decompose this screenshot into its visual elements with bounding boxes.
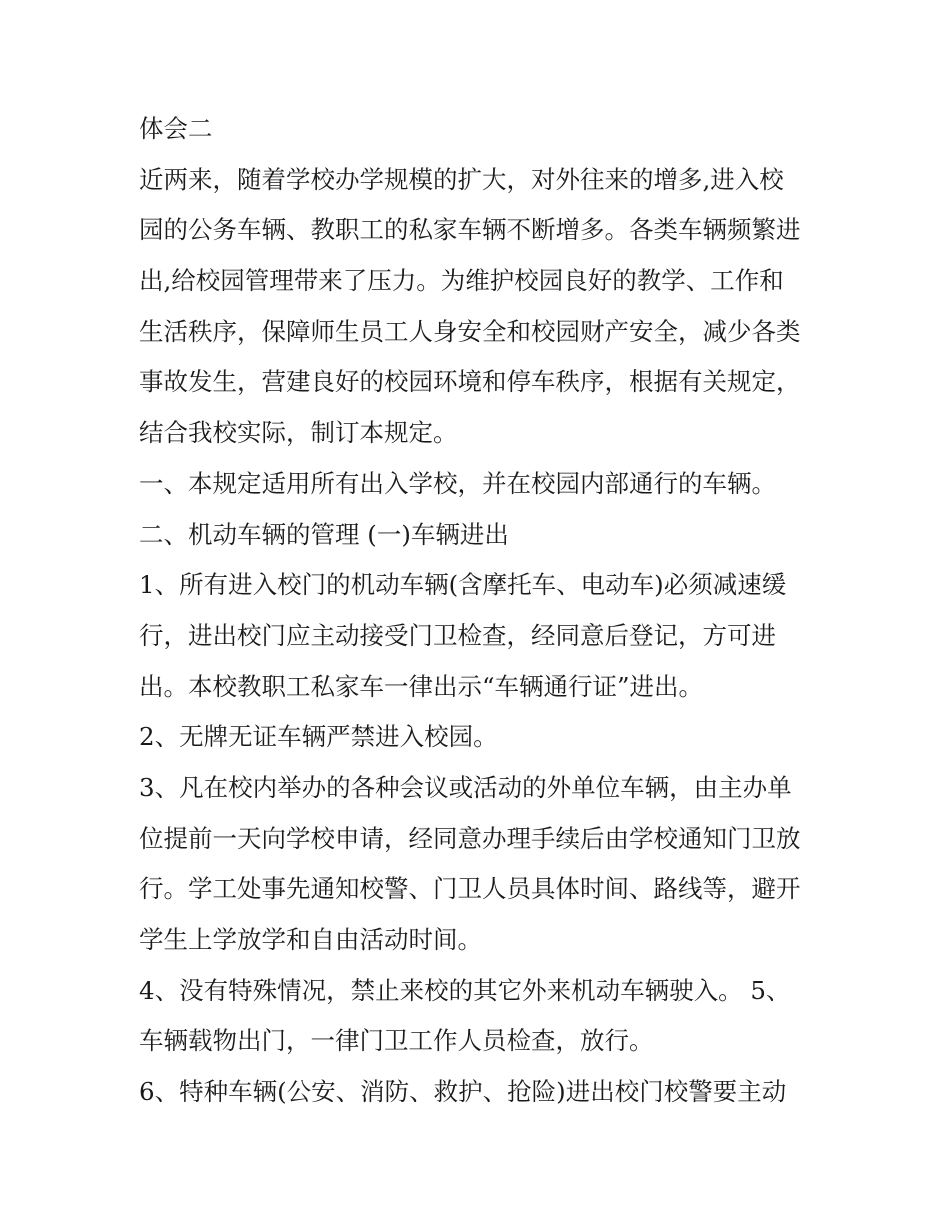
text-line: 行，进出校门应主动接受门卫检查，经同意后登记，方可进 xyxy=(139,620,776,650)
text-line: 二、机动车辆的管理 (一)车辆进出 xyxy=(139,519,509,549)
text-line: 6、特种车辆(公安、消防、救护、抢险)进出校门校警要主动 xyxy=(139,1077,787,1107)
text-line: 园的公务车辆、教职工的私家车辆不断增多。各类车辆频繁进 xyxy=(139,215,801,245)
text-line: 出,给校园管理带来了压力。为维护校园良好的教学、工作和 xyxy=(139,266,784,296)
text-line: 行。学工处事先通知校警、门卫人员具体时间、路线等，避开 xyxy=(139,874,801,904)
text-line: 事故发生，营建良好的校园环境和停车秩序，根据有关规定， xyxy=(139,367,801,397)
text-line: 1、所有进入校门的机动车辆(含摩托车、电动车)必须减速缓 xyxy=(139,570,787,600)
text-line: 结合我校实际，制订本规定。 xyxy=(139,418,458,448)
text-line: 4、没有特殊情况，禁止来校的其它外来机动车辆驶入。 5、 xyxy=(139,975,791,1005)
text-line: 近两来，随着学校办学规模的扩大，对外往来的增多,进入校 xyxy=(139,164,784,194)
text-line: 出。本校教职工私家车一律出示“车辆通行证”进出。 xyxy=(139,671,704,701)
document-body xyxy=(139,104,829,1118)
text-line: 2、无牌无证车辆严禁进入校园。 xyxy=(139,722,498,752)
text-line: 位提前一天向学校申请，经同意办理手续后由学校通知门卫放 xyxy=(139,823,801,853)
text-line: 生活秩序，保障师生员工人身安全和校园财产安全，减少各类 xyxy=(139,316,801,346)
text-line: 3、凡在校内举办的各种会议或活动的外单位车辆，由主办单 xyxy=(139,772,792,802)
text-line: 学生上学放学和自由活动时间。 xyxy=(139,925,482,954)
text-line: 车辆载物出门，一律门卫工作人员检查，放行。 xyxy=(139,1026,654,1056)
section-heading: 体会二 xyxy=(139,114,213,143)
text-line: 一、本规定适用所有出入学校，并在校园内部通行的车辆。 xyxy=(139,468,776,498)
